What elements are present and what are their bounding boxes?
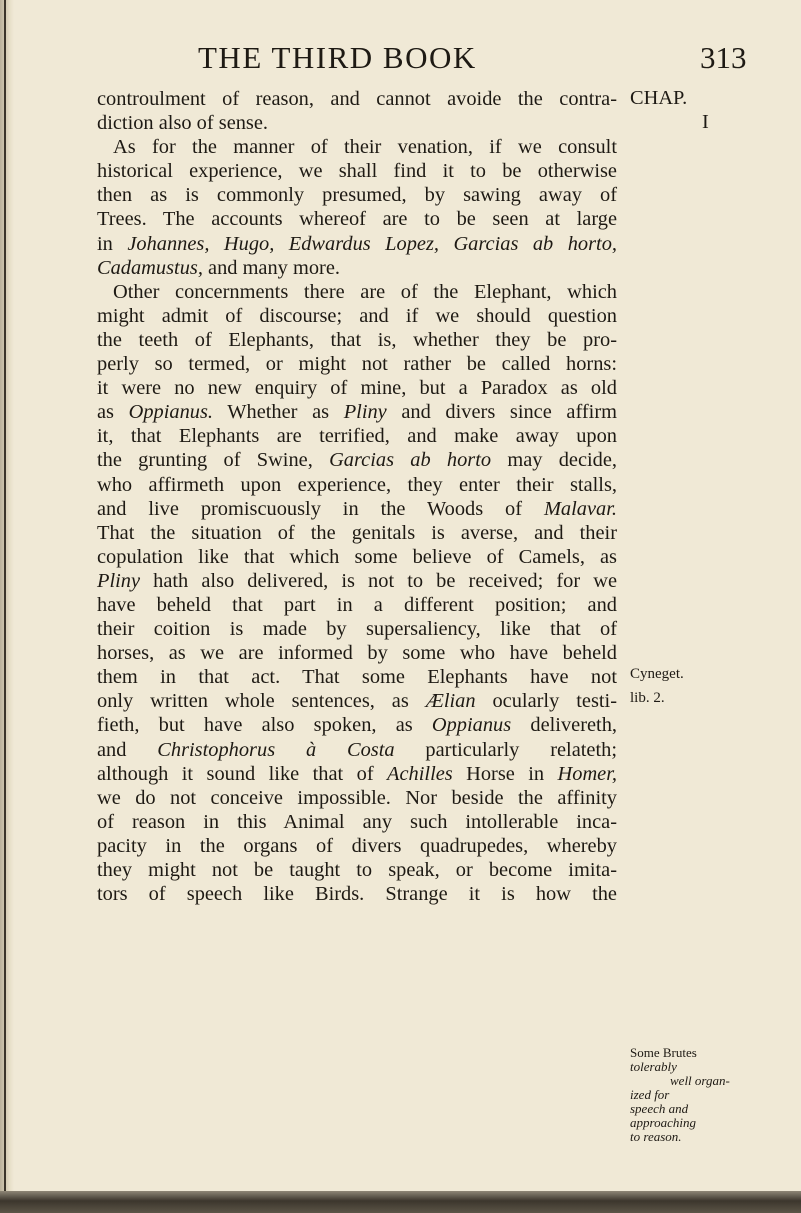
page-bottom-edge <box>0 1191 801 1213</box>
text-line: we do not conceive impossible. Nor beside the affinity <box>97 786 617 809</box>
text-line: it were no new enquiry of mine, but a Paradox as old <box>97 377 617 400</box>
text-line: they might not be taught to speak, or become imita- <box>97 859 617 881</box>
chapter-label: CHAP. <box>630 87 688 109</box>
text-line: in Johannes, Hugo, Edwardus Lopez, Garcias ab horto, <box>97 232 617 255</box>
text-line: who affirmeth upon experience, they enter their stalls, <box>97 473 617 496</box>
text-line: as Oppianus. Whether as Pliny and divers since affirm <box>97 401 617 424</box>
margin-note-brutes: Some Brutes tolerably well organ- ized for speech and approaching to reason. <box>630 1045 730 1144</box>
text-line: perly so termed, or might not rather be called horns: <box>97 353 617 376</box>
text-line: Trees. The accounts whereof are to be seen at large <box>97 208 617 231</box>
text-line: As for the manner of their venation, if we consult <box>113 136 617 159</box>
text-line: Cadamustus, and many more. <box>97 256 340 279</box>
text-line: only written whole sentences, as Ælian ocularly testi- <box>97 690 617 713</box>
text-line: although it sound like that of Achilles Horse in Homer, <box>97 762 617 785</box>
text-line: historical experience, we shall find it to be otherwise <box>97 160 617 183</box>
text-line: That the situation of the genitals is averse, and their <box>97 521 617 544</box>
text-line: then as is commonly presumed, by sawing away of <box>97 184 617 207</box>
text-line: controulment of reason, and cannot avoide the contra- <box>97 88 617 110</box>
margin-citation: Cyneget. lib. 2. <box>630 666 684 706</box>
text-line: diction also of sense. <box>97 112 269 135</box>
text-line: the grunting of Swine, Garcias ab horto may decide, <box>97 449 618 472</box>
text-line: Other concernments there are of the Elephant, which <box>113 280 617 303</box>
running-head <box>0 40 801 80</box>
text-line: copulation like that which some believe of Camels, as <box>97 545 617 568</box>
running-head-title: THE THIRD BOOK <box>198 40 477 75</box>
text-line: of reason in this Animal any such intollerable inca- <box>97 810 617 833</box>
text-line: might admit of discourse; and if we should question <box>97 304 617 327</box>
text-line: their coition is made by supersaliency, like that of <box>97 618 617 641</box>
chapter-number: I <box>702 111 709 133</box>
text-line: tors of speech like Birds. Strange it is how the <box>97 883 617 906</box>
text-line: pacity in the organs of divers quadrupedes, whereby <box>97 834 617 857</box>
text-line: the teeth of Elephants, that is, whether they be pro- <box>97 328 617 351</box>
text-line: and Christophorus à Costa particularly relateth; <box>97 738 618 761</box>
text-line: fieth, but have also spoken, as Oppianus delivereth, <box>97 714 618 737</box>
page-number: 313 <box>700 40 747 75</box>
text-line: Pliny hath also delivered, is not to be received; for we <box>97 569 617 592</box>
text-line: and live promiscuously in the Woods of Malavar. <box>97 497 617 520</box>
page-left-shadow <box>0 0 14 1213</box>
text-line: them in that act. That some Elephants have not <box>97 666 617 689</box>
binding-edge <box>4 0 6 1213</box>
body-text <box>97 87 617 906</box>
text-line: horses, as we are informed by some who have beheld <box>97 642 617 665</box>
text-line: have beheld that part in a different position; and <box>97 593 617 616</box>
text-line: it, that Elephants are terrified, and make away upon <box>97 425 617 448</box>
